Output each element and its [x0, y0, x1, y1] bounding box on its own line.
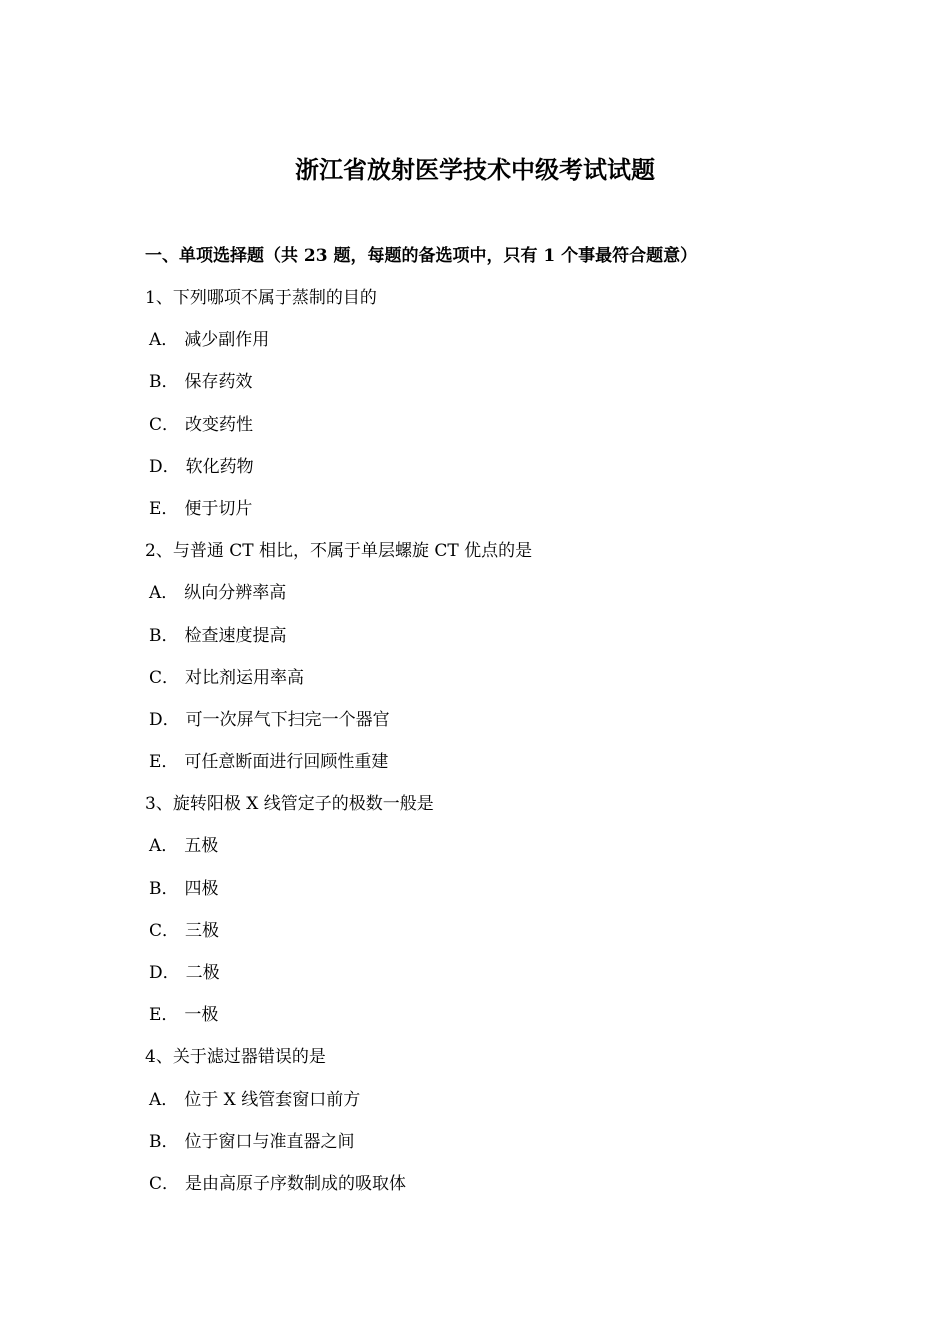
option-text: 四极: [184, 878, 219, 899]
option-letter: A．: [149, 330, 179, 351]
option-text: 改变药性: [185, 414, 254, 435]
answer-option: [145, 1001, 845, 1043]
option-letter: D．: [149, 456, 180, 477]
answer-option: [145, 495, 845, 537]
option-letter: D．: [149, 963, 180, 983]
option-letter: B．: [149, 878, 179, 899]
question-stem: 1、下列哪项不属于蒸制的目的: [145, 288, 377, 308]
option-text: 二极: [185, 963, 220, 983]
option-text: 减少副作用: [184, 330, 270, 351]
option-text: 纵向分辨率高: [184, 583, 287, 604]
question-stem: 3、旋转阳极 X 线管定子的极数一般是: [145, 794, 434, 815]
option-letter: A．: [149, 836, 179, 857]
question-stem: 4、关于滤过器错误的是: [145, 1047, 326, 1068]
option-text: 保存药效: [184, 372, 253, 393]
option-letter: C．: [149, 667, 180, 688]
answer-option: [145, 917, 845, 959]
option-text: 检查速度提高: [184, 625, 287, 646]
section-heading: 一、单项选择题（共 23 题，每题的备选项中，只有 1 个事最符合题意）: [145, 246, 698, 266]
option-text: 可一次屏气下扫完一个器官: [185, 709, 390, 730]
answer-option: [145, 579, 845, 621]
answer-option: [145, 326, 845, 368]
answer-option: [145, 748, 845, 790]
answer-option: [145, 1170, 845, 1212]
option-letter: B．: [149, 1131, 179, 1152]
option-text: 五极: [184, 836, 219, 857]
option-text: 是由高原子序数制成的吸取体: [185, 1173, 407, 1194]
option-text: 一极: [184, 1005, 219, 1026]
answer-option: [145, 832, 845, 874]
option-text: 三极: [185, 920, 220, 941]
option-text: 可任意断面进行回顾性重建: [184, 752, 389, 773]
option-text: 软化药物: [185, 456, 254, 477]
answer-option: [145, 875, 845, 917]
answer-option: [145, 453, 845, 495]
option-letter: B．: [149, 372, 179, 393]
option-letter: E．: [149, 498, 179, 519]
option-text: 位于 X 线管套窗口前方: [184, 1089, 361, 1110]
option-text: 对比剂运用率高: [185, 667, 305, 688]
answer-option: [145, 622, 845, 664]
option-letter: A．: [149, 1089, 179, 1110]
option-letter: A．: [149, 583, 179, 604]
option-text: 便于切片: [184, 498, 253, 519]
option-letter: E．: [149, 1005, 179, 1026]
answer-option: [145, 368, 845, 410]
answer-option: [145, 1086, 845, 1128]
option-text: 位于窗口与准直器之间: [184, 1131, 355, 1152]
option-letter: C．: [149, 920, 180, 941]
question-list: [145, 284, 845, 1212]
option-letter: C．: [149, 1173, 180, 1194]
option-letter: E．: [149, 752, 179, 773]
answer-option: [145, 411, 845, 453]
document-title: 浙江省放射医学技术中级考试试题: [295, 155, 655, 184]
answer-option: [145, 959, 845, 1001]
option-letter: C．: [149, 414, 180, 435]
answer-option: [145, 1128, 845, 1170]
option-letter: D．: [149, 709, 180, 730]
question-stem: 2、与普通 CT 相比，不属于单层螺旋 CT 优点的是: [145, 541, 533, 562]
option-letter: B．: [149, 625, 179, 646]
answer-option: [145, 664, 845, 706]
answer-option: [145, 706, 845, 748]
